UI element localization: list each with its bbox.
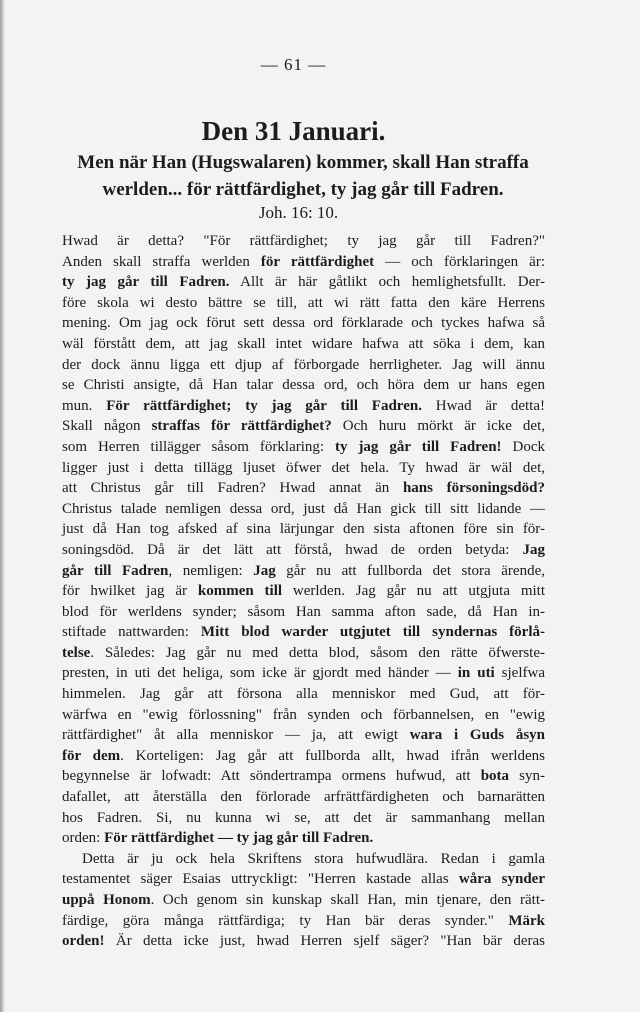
bible-verse [60,149,546,203]
text-line [62,416,545,437]
text-span: se Christi ansigte, då Han talar dessa ord, och höra dem ur hans egen [62,377,545,394]
emphasized-text: går till Fadren [62,562,169,579]
text-line [62,622,545,643]
text-line [62,396,545,417]
text-span: wärfwa en "ewig förlossning" från synden och förbannelsen, en "ewig [62,706,545,723]
text-span: stiftade nattwarden: [62,624,201,641]
text-line [62,355,545,376]
text-line [62,581,545,602]
text-span: der dock ännu ligga ett djup af förborgade herrligheter. Jag will ännu [62,356,545,373]
text-span: före skola wi desto bättre se till, att wi rätt fatta den käre Herrens [62,294,545,311]
emphasized-text: Mitt blod warder utgjutet till syndernas förlå- [200,624,545,641]
text-line [62,766,545,787]
emphasized-text: orden! [62,933,105,950]
text-span: soningsdöd. Då är det lätt att förstå, hwad de orden betyda: [62,541,523,558]
verse-text: Men när Han (Hugswalaren) kommer, skall Han straffa [77,152,529,173]
text-line [62,931,545,952]
text-line [62,911,545,932]
text-line [62,334,545,355]
text-line [62,375,545,396]
body-text [62,231,545,952]
text-line [62,252,545,273]
emphasized-text: kommen till [197,583,283,600]
emphasized-text: för dem [62,747,121,764]
text-span: Christus talade nemligen dessa ord, just då Han gick till sitt lidande — [62,500,545,517]
text-span: för hwilket jag är [62,583,198,600]
text-line [62,437,545,458]
emphasized-text: telse [62,644,91,661]
text-span: Skall någon [62,418,152,435]
text-line [62,272,545,293]
text-span: presten, in uti det heliga, som icke är gjordt med händer — [62,665,458,682]
text-span: werlden. Jag går nu att utgjuta mitt [282,583,546,600]
text-span: testamentet säger Esaias uttryckligt: "Herren kastade allas [62,871,459,888]
text-line [62,890,545,911]
text-line [62,478,545,499]
emphasized-text: wara i Guds åsyn [409,727,545,744]
paragraph [62,231,545,849]
text-span: Är detta icke just, hwad Herren sjelf säger? "Han bär deras [104,933,545,950]
text-line [62,787,545,808]
text-line [62,705,545,726]
text-line [62,869,545,890]
emphasized-text: in uti [457,665,495,682]
text-line [62,828,545,849]
text-span: just då Han tog afsked af sina lärjungar den sista aftonen före sin för- [62,521,545,538]
emphasized-text: ty jag går till Fadren. [62,274,230,291]
page-title: Den 31 Januari. [201,116,386,146]
text-line [62,499,545,520]
text-span: blod för werldens synder; såsom Han samma afton sade, då Han in- [62,603,545,620]
text-line [62,746,545,767]
text-line [62,540,545,561]
emphasized-text: wåra synder [458,871,545,888]
text-span: Och huru mörkt är icke det, [331,418,546,435]
text-line [62,313,545,334]
text-span: . Således: Jag går nu med detta blod, såsom den rätte öfwerste- [90,644,545,661]
emphasized-text: För rättfärdighet; ty jag går till Fadren. [106,397,422,414]
text-line [62,663,545,684]
text-span: — och förklaringen är: [374,253,545,270]
text-line [62,458,545,479]
text-span: mening. Om jag ock förut sett dessa ord förklarade och tyckes hafwa så [62,315,545,332]
text-line [62,293,545,314]
text-line [62,643,545,664]
text-span: . Korteligen: Jag går att fullborda allt, hwad ifrån werldens [120,747,545,764]
text-span: att Christus går till Fadren? Hwad annat än [62,480,403,497]
emphasized-text: ty jag går till Fadren! [335,438,502,455]
text-span: som Herren tillägger såsom förklaring: [62,438,335,455]
emphasized-text: straffas för rättfärdighet? [151,418,332,435]
emphasized-text: uppå Honom [62,892,151,908]
emphasized-text: för rättfärdighet [260,253,375,270]
verse-line [60,149,546,176]
text-line [62,849,545,870]
text-line [62,725,545,746]
text-span: mun. [62,397,107,414]
text-span: sjelfwa [494,665,545,682]
text-span: Dock [501,438,545,455]
text-span: orden: [62,830,105,847]
verse-reference: Joh. 16: 10. [258,203,339,222]
text-span: går nu att fullborda det stora ärende, [275,562,545,579]
text-line [62,684,545,705]
text-span: himmelen. Jag går att försona alla menniskor med Gud, att för- [62,686,545,703]
emphasized-text: För rättfärdighet — ty jag går till Fadren. [104,830,374,847]
text-span: begynnelse är lofwadt: Att söndertrampa ormens hufwud, att [62,768,481,785]
emphasized-text: Märk [508,912,545,929]
emphasized-text: bota [480,768,510,785]
emphasized-text: hans försoningsdöd? [402,480,545,497]
text-span: . Och genom sin kunskap skall Han, min tjenare, den rätt- [150,892,545,908]
verse-line [60,176,546,203]
text-span: , nemligen: [168,562,254,579]
text-line [62,808,545,829]
text-span: rättfärdighet" åt alla menniskor — ja, att ewigt [62,727,410,744]
text-span: dafallet, att återställa den förlorade arfrättfärdigheten och barnarätten [62,789,545,806]
text-line [62,602,545,623]
text-span: färdige, göra många rättfärdiga; ty Han bär deras synder." [62,912,509,929]
text-span: Detta är ju ock hela Skriftens stora hufwudlära. Redan i gamla [82,850,545,867]
text-line [62,519,545,540]
scan-edge [0,0,6,1012]
verse-text: werlden... för rättfärdighet, ty jag går till Fadren. [102,179,504,200]
text-span: syn- [509,768,545,785]
page-number: — 61 — [260,55,327,74]
text-span: hos Fadren. Si, nu kunna wi se, att det är sammanhang mellan [62,809,545,826]
text-span: Hwad är detta? "För rättfärdighet; ty jag går till Fadren?" [62,233,545,249]
emphasized-text: Jag [253,562,276,579]
paragraph [62,849,545,952]
text-span: ligger just i detta tillägg ljuset öfwer det hela. Ty hwad är wäl det, [62,459,545,476]
text-span: Allt är här gåtlikt och hemlighetsfullt. Der- [229,274,545,291]
text-line [62,561,545,582]
text-line [62,231,545,252]
text-span: Anden skall straffa werlden [62,253,261,270]
text-span: Hwad är detta! [421,397,545,414]
emphasized-text: Jag [522,541,545,558]
text-span: wäl förstått dem, att jag skall intet widare hafwa att söka i dem, kan [62,335,545,352]
